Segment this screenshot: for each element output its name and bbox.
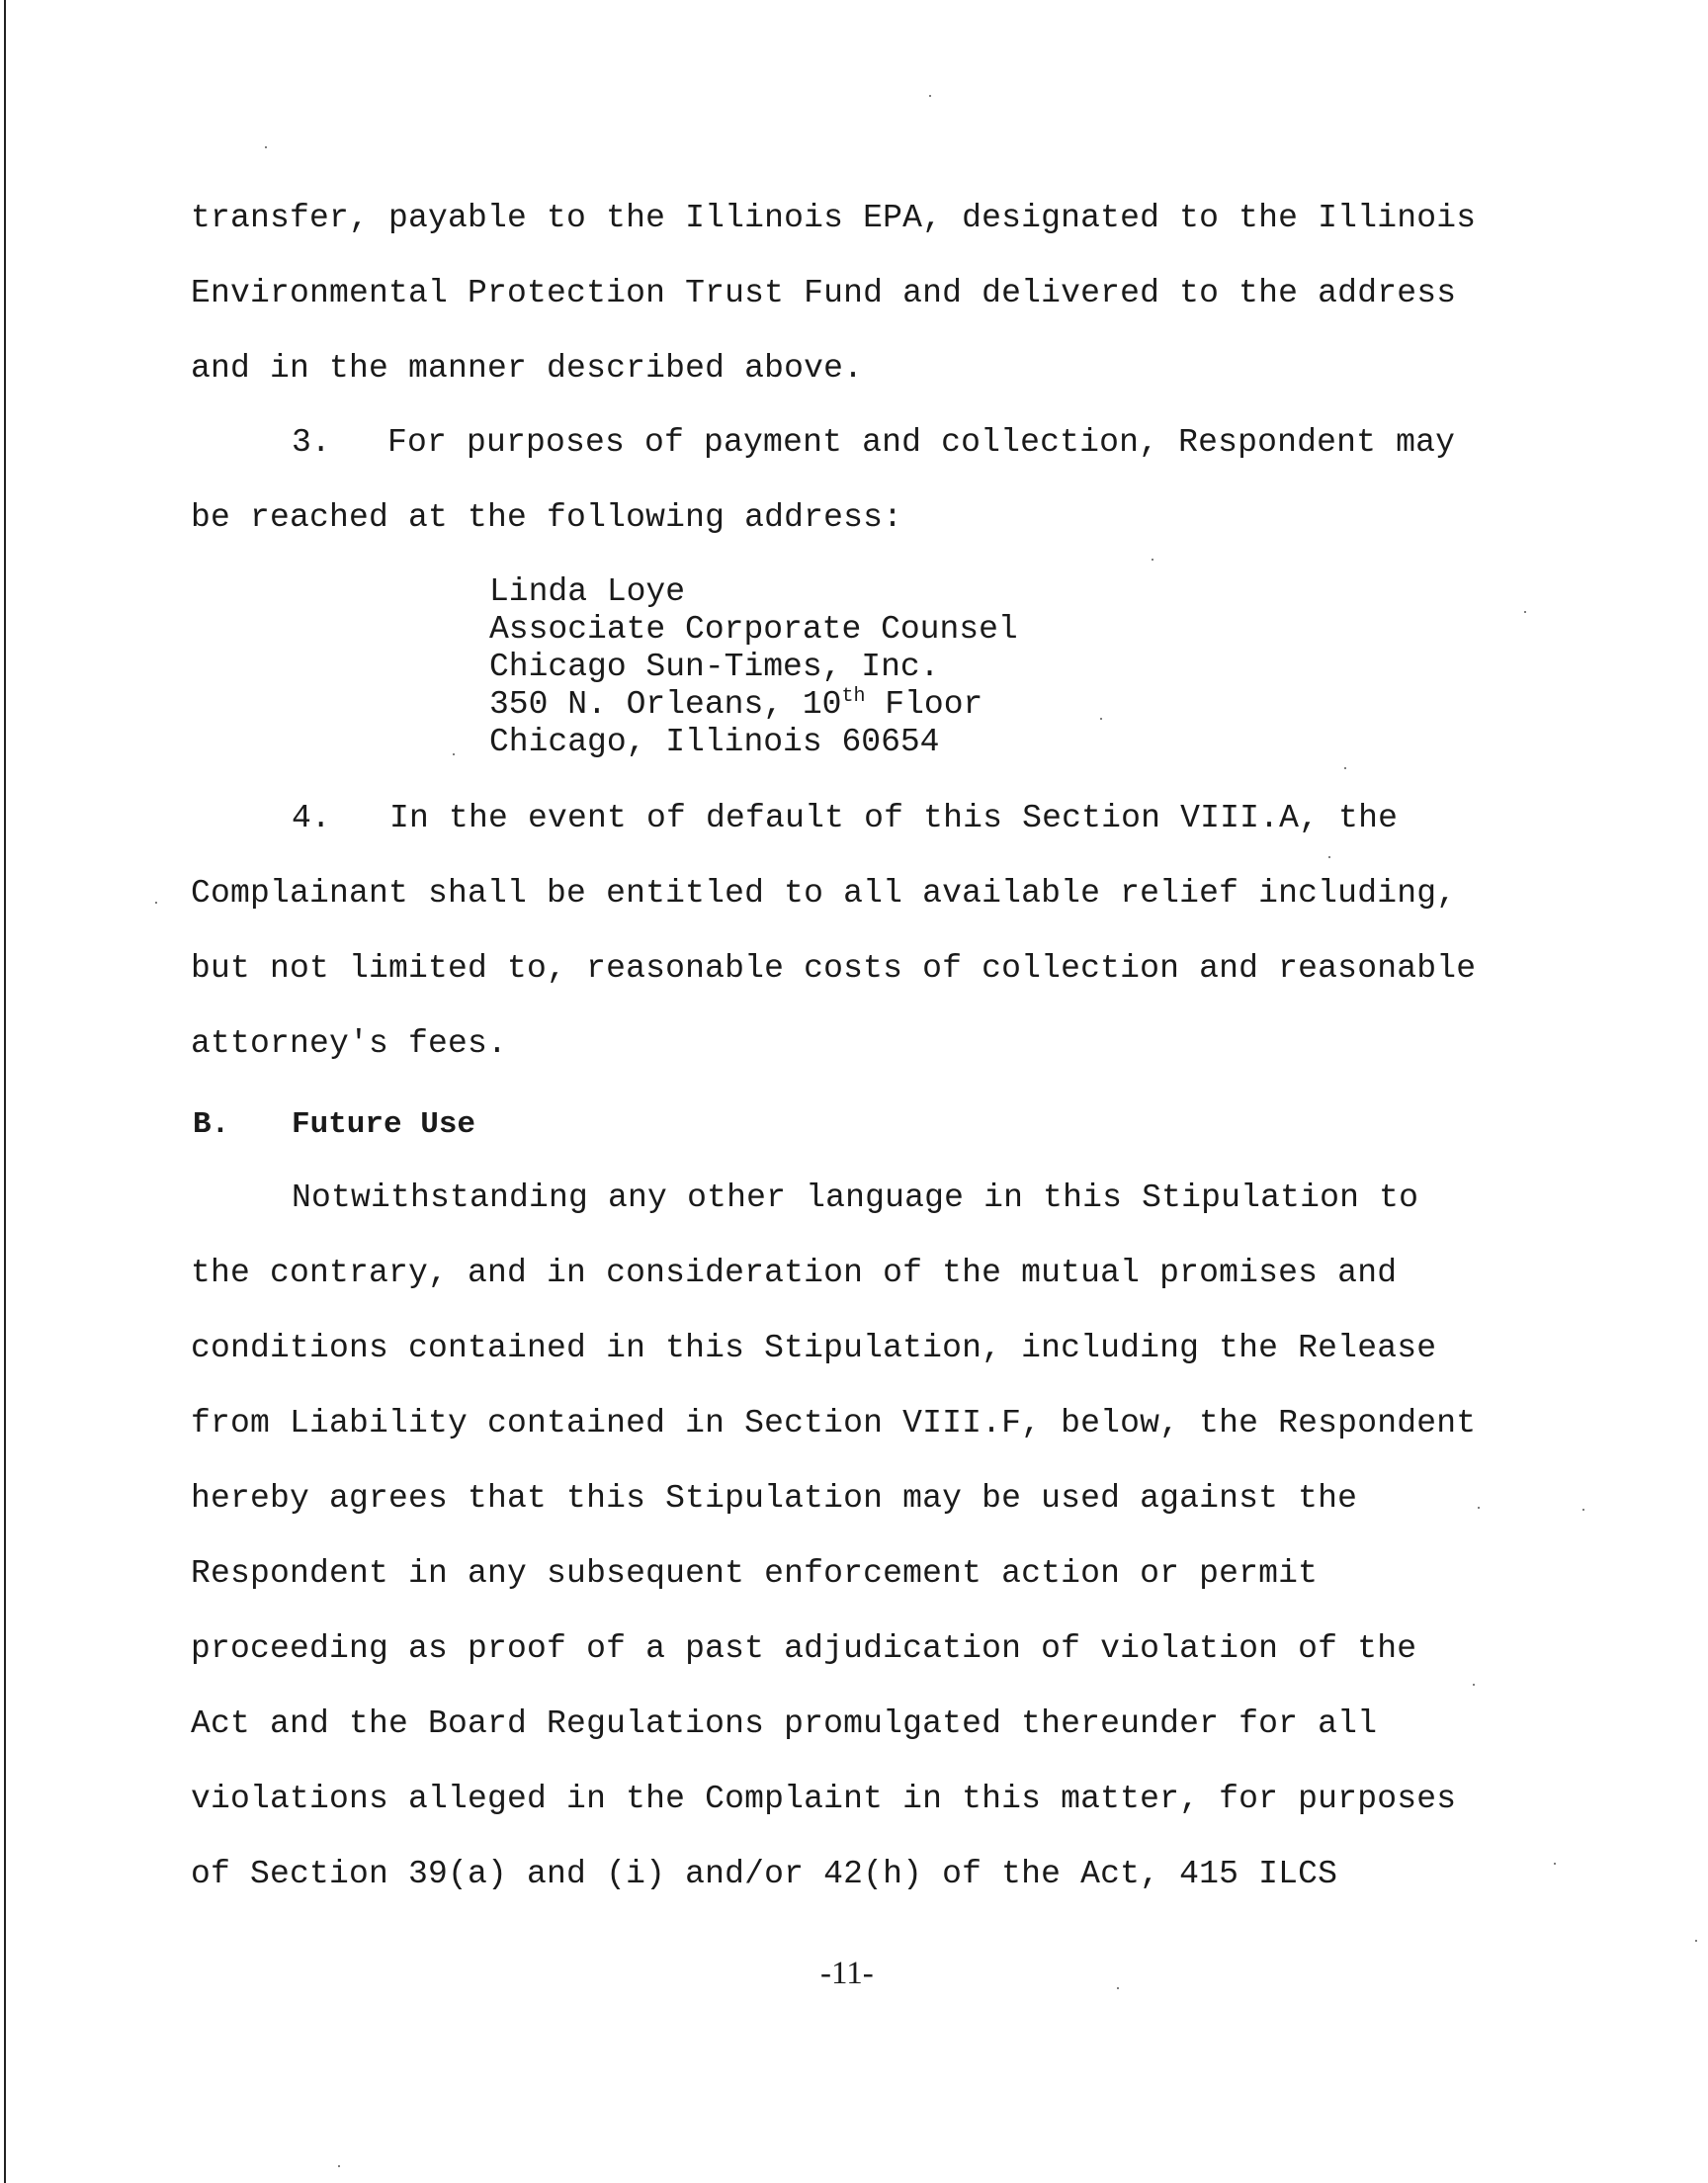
- body-line: transfer, payable to the Illinois EPA, designated to the Illinois: [191, 200, 1477, 236]
- body-line: Environmental Protection Trust Fund and delivered to the address: [191, 275, 1457, 311]
- body-line: Notwithstanding any other language in this Stipulation to: [292, 1179, 1419, 1216]
- scan-speck: [1582, 1509, 1584, 1511]
- body-line: attorney's fees.: [191, 1025, 508, 1062]
- body-line: Complainant shall be entitled to all available relief including,: [191, 875, 1457, 912]
- scan-speck: [155, 902, 157, 904]
- address-name: Linda Loye: [489, 573, 686, 610]
- body-line: but not limited to, reasonable costs of collection and reasonable: [191, 950, 1477, 987]
- section-letter: B.: [193, 1107, 230, 1142]
- scan-speck: [1344, 767, 1346, 769]
- scan-speck: [1328, 856, 1330, 858]
- body-line: conditions contained in this Stipulation, including the Release: [191, 1330, 1437, 1366]
- paragraph-number: 4.: [292, 800, 331, 836]
- body-line: the contrary, and in consideration of the mutual promises and: [191, 1255, 1398, 1291]
- scan-speck: [338, 2165, 340, 2167]
- body-line: In the event of default of this Section VIII.A, the: [389, 800, 1399, 836]
- body-line: Act and the Board Regulations promulgated thereunder for all: [191, 1705, 1378, 1742]
- scan-speck: [929, 95, 931, 97]
- address-company: Chicago Sun-Times, Inc.: [489, 649, 940, 685]
- scan-speck: [1695, 1940, 1697, 1942]
- scan-speck: [265, 146, 267, 148]
- body-line: For purposes of payment and collection, Respondent may: [387, 424, 1456, 461]
- scan-speck: [453, 753, 455, 755]
- body-line: from Liability contained in Section VIII.F, below, the Respondent: [191, 1405, 1477, 1441]
- address-city: Chicago, Illinois 60654: [489, 724, 940, 760]
- paragraph-number: 3.: [292, 424, 331, 461]
- scan-speck: [1100, 718, 1102, 720]
- address-title: Associate Corporate Counsel: [489, 611, 1018, 648]
- section-title: Future Use: [292, 1107, 476, 1142]
- scan-speck: [1473, 1684, 1475, 1686]
- body-line: hereby agrees that this Stipulation may be used against the: [191, 1480, 1358, 1517]
- scan-edge-line: [4, 0, 6, 2183]
- body-line: proceeding as proof of a past adjudication of violation of the: [191, 1630, 1417, 1667]
- scan-speck: [1554, 1863, 1556, 1865]
- scan-speck: [1478, 1507, 1480, 1509]
- scan-speck: [1117, 1987, 1119, 1989]
- body-line: be reached at the following address:: [191, 499, 903, 536]
- body-line: and in the manner described above.: [191, 350, 864, 387]
- body-line: violations alleged in the Complaint in this matter, for purposes: [191, 1781, 1457, 1817]
- body-line: of Section 39(a) and (i) and/or 42(h) of the Act, 415 ILCS: [191, 1856, 1338, 1892]
- scan-speck: [1152, 559, 1153, 561]
- page-number: -11-: [820, 1956, 874, 1991]
- scan-speck: [1524, 611, 1526, 613]
- address-street: 350 N. Orleans, 10th Floor: [489, 685, 983, 723]
- body-line: Respondent in any subsequent enforcement action or permit: [191, 1555, 1319, 1592]
